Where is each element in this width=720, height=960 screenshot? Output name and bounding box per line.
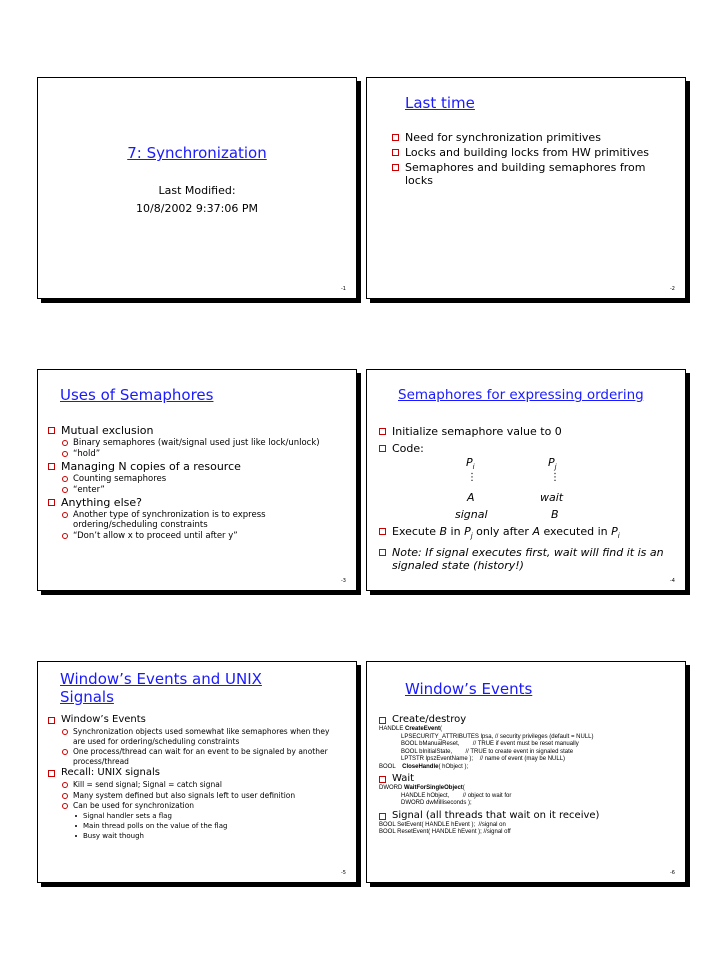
square-bullet-icon	[392, 149, 399, 156]
vertical-ellipsis: ⋮	[467, 472, 477, 483]
square-bullet-icon	[379, 428, 386, 435]
square-bullet-icon	[379, 445, 386, 452]
list-item: Create/destroy	[379, 714, 679, 726]
circle-bullet-icon	[62, 512, 68, 518]
list-item: Execute B in $P_j$ only after A executed in $P_i$	[379, 525, 674, 543]
bullet-list	[379, 525, 674, 572]
circle-bullet-icon	[62, 487, 68, 493]
square-bullet-icon	[379, 717, 386, 724]
bullet-list	[379, 714, 679, 726]
square-bullet-icon	[392, 164, 399, 171]
square-bullet-icon	[379, 528, 386, 535]
slide-4	[366, 369, 686, 591]
list-item: Can be used for synchronization Signal handler sets a flag Main thread polls on the value of the flag Busy wait though	[61, 801, 338, 841]
list-item: “enter”	[61, 485, 338, 495]
square-bullet-icon	[48, 427, 55, 434]
last-modified-date: 10/8/2002 9:37:06 PM	[136, 202, 258, 215]
list-item: Main thread polls on the value of the flag	[73, 822, 338, 831]
list-item: Recall: UNIX signals Kill = send signal; Signal = catch signal Many system defined but also signals left to user definition Can be used for synchronization Signal handler sets a flag Main thread polls on the value of the flag Busy wait though	[48, 767, 338, 841]
statement-wait: wait	[540, 491, 564, 504]
list-item: Mutual exclusion Binary semaphores (wait/signal used just like lock/unlock) “hold”	[48, 424, 338, 459]
square-bullet-icon	[379, 813, 386, 820]
bullet-list	[379, 773, 679, 785]
slide-2	[366, 77, 686, 299]
code-block: DWORD WaitForSingleObject( HANDLE hObject, // object to wait for DWORD dwMilliseconds );	[379, 785, 512, 806]
bullet-list	[392, 131, 662, 187]
list-item: Kill = send signal; Signal = catch signal	[61, 780, 338, 790]
list-item: Signal handler sets a flag	[73, 812, 338, 821]
statement-signal: signal	[455, 508, 488, 521]
list-item: Code:	[379, 442, 669, 455]
code-block: BOOL SetEvent( HANDLE hEvent ); //signal on BOOL ResetEvent( HANDLE hEvent ); //signal off	[379, 821, 511, 835]
slide-title: Uses of Semaphores	[60, 386, 214, 404]
circle-bullet-icon	[62, 451, 68, 457]
slide-5	[37, 661, 357, 883]
process-pi-label: $P_i$	[466, 456, 475, 472]
last-modified-label: Last Modified:	[158, 184, 236, 197]
list-item: Many system defined but also signals left to user definition	[61, 791, 338, 801]
circle-bullet-icon	[62, 803, 68, 809]
circle-bullet-icon	[62, 729, 68, 735]
list-item: One process/thread can wait for an event to be signaled by another process/thread	[61, 747, 338, 766]
page-number: -6	[670, 870, 675, 876]
list-item	[379, 546, 674, 572]
square-bullet-icon	[48, 463, 55, 470]
page-number: -5	[341, 870, 346, 876]
page-number: -2	[670, 286, 675, 292]
slide-6	[366, 661, 686, 883]
bullet-list	[48, 714, 338, 841]
list-item: Semaphores and building semaphores from locks	[392, 161, 662, 187]
square-bullet-icon	[48, 770, 55, 777]
square-bullet-icon	[48, 717, 55, 724]
slide-title: Last time	[405, 94, 475, 112]
square-bullet-icon	[48, 499, 55, 506]
bullet-list	[379, 425, 669, 455]
list-item: Counting semaphores	[61, 474, 338, 484]
circle-bullet-icon	[62, 440, 68, 446]
slide-3	[37, 369, 357, 591]
dot-bullet-icon	[75, 835, 77, 837]
page-number: -4	[670, 578, 675, 584]
bullet-list	[379, 810, 679, 822]
note-text: Note: If signal executes first, wait will find it is an signaled state (history!)	[392, 546, 664, 573]
vertical-ellipsis: ⋮	[550, 472, 560, 483]
statement-b: B	[551, 508, 559, 521]
statement-a: A	[467, 491, 475, 504]
list-item: Binary semaphores (wait/signal used just like lock/unlock)	[61, 438, 338, 448]
square-bullet-icon	[379, 549, 386, 556]
list-item: Synchronization objects used somewhat like semaphores when they are used for ordering/scheduling constraints	[61, 727, 338, 746]
circle-bullet-icon	[62, 476, 68, 482]
page-number: -1	[341, 286, 346, 292]
list-item: “hold”	[61, 449, 338, 459]
list-item: Need for synchronization primitives	[392, 131, 662, 144]
code-block: HANDLE CreateEvent( LPSECURITY_ATTRIBUTES lpsa, // security privileges (default = NULL) BOOL bManualReset, // TRUE if event must be reset manually BOOL bInitialState, // TRUE to create event in signaled state LPTSTR lpszEventName ); // name of event (may be NULL) BOOL CloseHandle( hObject );	[379, 726, 594, 770]
circle-bullet-icon	[62, 782, 68, 788]
dot-bullet-icon	[75, 825, 77, 827]
code-section	[379, 714, 679, 837]
slide-title: 7: Synchronization	[127, 144, 267, 162]
bullet-list	[48, 424, 338, 541]
circle-bullet-icon	[62, 749, 68, 755]
process-pj-label: $P_j$	[548, 456, 557, 472]
slide-title: Window’s Events	[405, 680, 533, 698]
list-item: Busy wait though	[73, 832, 338, 841]
list-item: Wait	[379, 773, 679, 785]
slide-title: Semaphores for expressing ordering	[398, 387, 644, 403]
slide-1	[37, 77, 357, 299]
list-item: Window’s Events Synchronization objects used somewhat like semaphores when they are used for ordering/scheduling constraints One process/thread can wait for an event to be signaled by another process/thread	[48, 714, 338, 766]
list-item: Another type of synchronization is to express ordering/scheduling constraints	[61, 510, 338, 530]
list-item: Managing N copies of a resource Counting semaphores “enter”	[48, 460, 338, 495]
square-bullet-icon	[379, 776, 386, 783]
square-bullet-icon	[392, 134, 399, 141]
page-number: -3	[341, 578, 346, 584]
circle-bullet-icon	[62, 533, 68, 539]
slide-title: Window’s Events and UNIX Signals	[60, 670, 262, 706]
list-item: Locks and building locks from HW primitives	[392, 146, 662, 159]
circle-bullet-icon	[62, 793, 68, 799]
list-item: Initialize semaphore value to 0	[379, 425, 669, 438]
list-item: Anything else? Another type of synchronization is to express ordering/scheduling constraints “Don’t allow x to proceed until after y”	[48, 496, 338, 541]
dot-bullet-icon	[75, 815, 77, 817]
list-item: “Don’t allow x to proceed until after y”	[61, 531, 338, 541]
list-item: Signal (all threads that wait on it receive)	[379, 810, 679, 822]
